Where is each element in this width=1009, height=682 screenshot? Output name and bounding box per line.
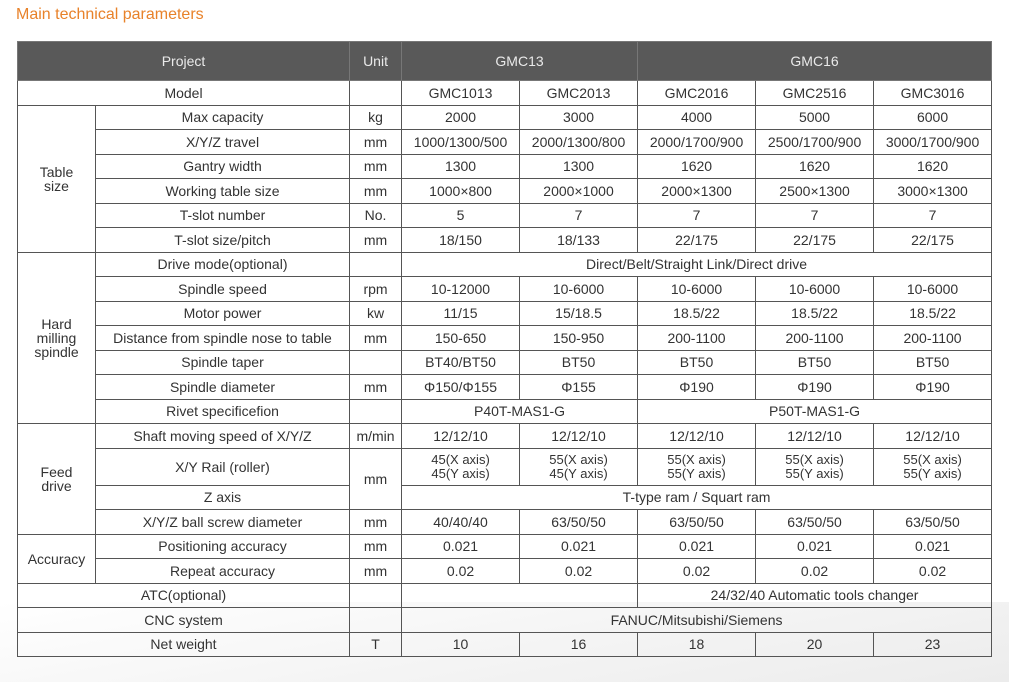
value-cell: 2000×1300: [638, 179, 756, 204]
param-label: T-slot number: [96, 203, 350, 228]
value-cell: 10-6000: [520, 277, 638, 302]
value-cell-empty: [402, 583, 638, 608]
table-row: [18, 632, 992, 657]
table-row: [18, 252, 992, 277]
row-label: CNC system: [18, 608, 350, 633]
table-row: [18, 485, 992, 510]
value-cell: 55(X axis) 55(Y axis): [874, 448, 992, 485]
value-cell: 1000×800: [402, 179, 520, 204]
value-cell: 45(X axis) 45(Y axis): [402, 448, 520, 485]
value-cell: 150-650: [402, 326, 520, 351]
value-cell: 1300: [520, 154, 638, 179]
unit-cell: [350, 252, 402, 277]
value-cell: 2000/1700/900: [638, 130, 756, 155]
unit-cell: mm: [350, 228, 402, 253]
unit-cell: mm: [350, 179, 402, 204]
value-cell: 0.021: [874, 534, 992, 559]
unit-cell: kg: [350, 105, 402, 130]
param-label: Distance from spindle nose to table: [96, 326, 350, 351]
value-cell: 10-6000: [874, 277, 992, 302]
value-cell: 0.02: [402, 559, 520, 584]
group-spindle: Hard milling spindle: [18, 252, 96, 424]
unit-cell: kw: [350, 301, 402, 326]
value-cell: 2000: [402, 105, 520, 130]
value-cell: 12/12/10: [520, 424, 638, 449]
value-cell: 23: [874, 632, 992, 657]
unit-cell: mm: [350, 510, 402, 535]
table-row: [18, 510, 992, 535]
value-cell: 2500/1700/900: [756, 130, 874, 155]
table-row: [18, 326, 992, 351]
value-cell: 55(X axis) 45(Y axis): [520, 448, 638, 485]
value-cell: 12/12/10: [638, 424, 756, 449]
unit-cell: m/min: [350, 424, 402, 449]
value-cell-merged: Direct/Belt/Straight Link/Direct drive: [402, 252, 992, 277]
param-label: Spindle diameter: [96, 375, 350, 400]
value-cell: 150-950: [520, 326, 638, 351]
table-row: [18, 559, 992, 584]
table-row: [18, 301, 992, 326]
value-cell: 10-6000: [638, 277, 756, 302]
table-row: [18, 154, 992, 179]
unit-cell: mm: [350, 448, 402, 510]
value-cell: 7: [874, 203, 992, 228]
group-accuracy: Accuracy: [18, 534, 96, 583]
param-label: Working table size: [96, 179, 350, 204]
value-cell: 2000/1300/800: [520, 130, 638, 155]
value-cell: 12/12/10: [756, 424, 874, 449]
header-row: [18, 42, 992, 81]
spec-table: [17, 41, 992, 657]
param-label: Positioning accuracy: [96, 534, 350, 559]
unit-cell: mm: [350, 534, 402, 559]
value-cell: 18.5/22: [756, 301, 874, 326]
value-cell: 0.02: [638, 559, 756, 584]
value-cell: 1300: [402, 154, 520, 179]
param-label: Spindle speed: [96, 277, 350, 302]
value-cell: BT50: [638, 350, 756, 375]
value-cell-merged: T-type ram / Squart ram: [402, 485, 992, 510]
value-cell-merged: FANUC/Mitsubishi/Siemens: [402, 608, 992, 633]
header-unit: Unit: [350, 42, 402, 81]
row-label: Model: [18, 81, 350, 106]
value-cell: BT50: [874, 350, 992, 375]
group-table-size: Table size: [18, 105, 96, 252]
value-cell: 63/50/50: [520, 510, 638, 535]
value-cell: 63/50/50: [638, 510, 756, 535]
unit-cell: mm: [350, 154, 402, 179]
param-label: X/Y Rail (roller): [96, 448, 350, 485]
value-cell: 1620: [874, 154, 992, 179]
model-cell: GMC2013: [520, 81, 638, 106]
table-row: [18, 448, 992, 485]
unit-cell: [350, 350, 402, 375]
table-row-model: [18, 81, 992, 106]
table-row: [18, 130, 992, 155]
value-cell: 6000: [874, 105, 992, 130]
unit-cell: No.: [350, 203, 402, 228]
value-cell: 10-12000: [402, 277, 520, 302]
value-cell: 12/12/10: [402, 424, 520, 449]
value-cell: 12/12/10: [874, 424, 992, 449]
value-cell: 16: [520, 632, 638, 657]
table-row: [18, 583, 992, 608]
param-label: Shaft moving speed of X/Y/Z: [96, 424, 350, 449]
param-label: X/Y/Z travel: [96, 130, 350, 155]
value-cell-merged: P50T-MAS1-G: [638, 399, 992, 424]
value-cell: 18/133: [520, 228, 638, 253]
unit-cell: [350, 583, 402, 608]
param-label: Drive mode(optional): [96, 252, 350, 277]
table-row: [18, 350, 992, 375]
value-cell: 2500×1300: [756, 179, 874, 204]
value-cell: 0.021: [638, 534, 756, 559]
value-cell: Φ190: [874, 375, 992, 400]
unit-cell: T: [350, 632, 402, 657]
row-label: ATC(optional): [18, 583, 350, 608]
header-gmc16: GMC16: [638, 42, 992, 81]
value-cell-merged: 24/32/40 Automatic tools changer: [638, 583, 992, 608]
table-row: [18, 399, 992, 424]
value-cell: 1000/1300/500: [402, 130, 520, 155]
value-cell: 0.021: [520, 534, 638, 559]
table-row: [18, 179, 992, 204]
table-row: [18, 277, 992, 302]
value-cell: 4000: [638, 105, 756, 130]
value-cell: 0.021: [402, 534, 520, 559]
table-row: [18, 105, 992, 130]
value-cell: Φ150/Φ155: [402, 375, 520, 400]
value-cell: 40/40/40: [402, 510, 520, 535]
table-row: [18, 608, 992, 633]
value-cell: 3000×1300: [874, 179, 992, 204]
value-cell: 200-1100: [874, 326, 992, 351]
model-cell: GMC2516: [756, 81, 874, 106]
value-cell: 200-1100: [756, 326, 874, 351]
page-title: Main technical parameters: [16, 6, 204, 23]
unit-cell: mm: [350, 559, 402, 584]
param-label: X/Y/Z ball screw diameter: [96, 510, 350, 535]
value-cell: 200-1100: [638, 326, 756, 351]
value-cell: 5: [402, 203, 520, 228]
model-cell: GMC1013: [402, 81, 520, 106]
value-cell: 0.02: [874, 559, 992, 584]
value-cell: 1620: [756, 154, 874, 179]
value-cell: 0.02: [756, 559, 874, 584]
param-label: Spindle taper: [96, 350, 350, 375]
header-project: Project: [18, 42, 350, 81]
value-cell: 18/150: [402, 228, 520, 253]
value-cell: Φ190: [756, 375, 874, 400]
value-cell: 3000: [520, 105, 638, 130]
value-cell: 15/18.5: [520, 301, 638, 326]
param-label: T-slot size/pitch: [96, 228, 350, 253]
table-row: [18, 424, 992, 449]
group-feed-drive: Feed drive: [18, 424, 96, 535]
value-cell: BT50: [520, 350, 638, 375]
value-cell: 63/50/50: [756, 510, 874, 535]
value-cell: 18: [638, 632, 756, 657]
model-cell: GMC3016: [874, 81, 992, 106]
value-cell: 22/175: [756, 228, 874, 253]
value-cell: 10: [402, 632, 520, 657]
value-cell: 2000×1000: [520, 179, 638, 204]
value-cell: 55(X axis) 55(Y axis): [638, 448, 756, 485]
table-row: [18, 534, 992, 559]
value-cell: 63/50/50: [874, 510, 992, 535]
value-cell: 22/175: [638, 228, 756, 253]
value-cell-merged: P40T-MAS1-G: [402, 399, 638, 424]
param-label: Gantry width: [96, 154, 350, 179]
value-cell: 22/175: [874, 228, 992, 253]
unit-cell: rpm: [350, 277, 402, 302]
value-cell: 0.021: [756, 534, 874, 559]
unit-cell: mm: [350, 326, 402, 351]
value-cell: 5000: [756, 105, 874, 130]
param-label: Rivet specificefion: [96, 399, 350, 424]
row-label: Net weight: [18, 632, 350, 657]
unit-cell: mm: [350, 130, 402, 155]
value-cell: 0.02: [520, 559, 638, 584]
value-cell: 18.5/22: [874, 301, 992, 326]
value-cell: 10-6000: [756, 277, 874, 302]
table-row: [18, 375, 992, 400]
table-row: [18, 203, 992, 228]
row-unit: [350, 81, 402, 106]
value-cell: 7: [638, 203, 756, 228]
value-cell: 20: [756, 632, 874, 657]
table-row: [18, 228, 992, 253]
value-cell: Φ155: [520, 375, 638, 400]
unit-cell: mm: [350, 375, 402, 400]
value-cell: BT50: [756, 350, 874, 375]
value-cell: 55(X axis) 55(Y axis): [756, 448, 874, 485]
value-cell: Φ190: [638, 375, 756, 400]
param-label: Max capacity: [96, 105, 350, 130]
value-cell: 18.5/22: [638, 301, 756, 326]
param-label: Z axis: [96, 485, 350, 510]
param-label: Repeat accuracy: [96, 559, 350, 584]
value-cell: 3000/1700/900: [874, 130, 992, 155]
value-cell: 7: [756, 203, 874, 228]
value-cell: 7: [520, 203, 638, 228]
value-cell: BT40/BT50: [402, 350, 520, 375]
value-cell: 11/15: [402, 301, 520, 326]
param-label: Motor power: [96, 301, 350, 326]
model-cell: GMC2016: [638, 81, 756, 106]
unit-cell: [350, 399, 402, 424]
header-gmc13: GMC13: [402, 42, 638, 81]
value-cell: 1620: [638, 154, 756, 179]
unit-cell: [350, 608, 402, 633]
